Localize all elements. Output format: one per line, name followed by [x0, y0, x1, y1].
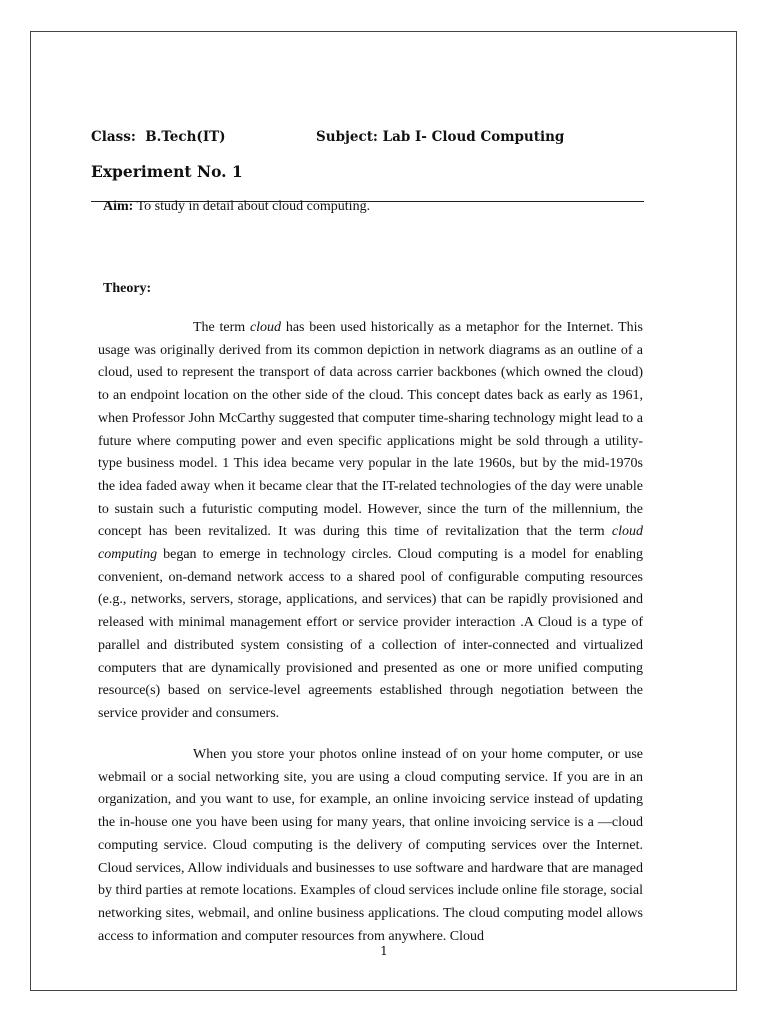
page-number: 1: [380, 944, 388, 958]
theory-paragraph-1: [98, 317, 643, 726]
aim-text: To study in detail about cloud computing.: [133, 199, 371, 214]
paragraph-1-emphasis-cloud-computing: cloud computing: [98, 524, 643, 563]
theory-paragraph-2: [98, 744, 643, 948]
experiment-title: Experiment No. 1: [91, 162, 243, 181]
paragraph-1-text-c: began to emerge in technology circles. Cloud computing is a model for enabling convenient, on-demand network access to a shared pool of configurable computing resources (e.g., networks, servers, storage, applications, and services) that can be rapidly provisioned and released with minimal management effort or service provider interaction .A Cloud is a type of parallel and distributed system consisting of a collection of inter-connected and virtualized computers that are dynamically provisioned and presented as one or more unified computing resource(s) based on service-level agreements established through negotiation between the service provider and consumers.: [98, 547, 643, 721]
class-label: Class: B.Tech(IT): [91, 129, 226, 145]
aim-label: Aim:: [103, 199, 134, 214]
subject-label: Subject: Lab I- Cloud Computing: [316, 129, 565, 145]
document-header: [91, 129, 691, 149]
paragraph-1-emphasis-cloud: cloud: [249, 320, 282, 335]
paragraph-1-text-a: The term: [193, 320, 250, 335]
aim-line: [103, 199, 370, 215]
paragraph-2-text: When you store your photos online instead of on your home computer, or use webmail or a social networking site, you are using a cloud computing service. If you are in an organization, and you want to use, for example, an online invoicing service instead of updating the in-house one you have been using for many years, that online invoicing service is a ―cloud computing service. Cloud computing is the delivery of computing services over the Internet. Cloud services, Allow individuals and businesses to use software and hardware that are managed by third parties at remote locations. Examples of cloud services include online file storage, social networking sites, webmail, and online business applications. The cloud computing model allows access to information and computer resources from anywhere. Cloud: [98, 747, 643, 944]
paragraph-1-text-b: has been used historically as a metaphor for the Internet. This usage was originally derived from its common depiction in network diagrams as an outline of a cloud, used to represent the transport of data across carrier backbones (which owned the cloud) to an endpoint location on the other side of the cloud. This concept dates back as early as 1961, when Professor John McCarthy suggested that computer time-sharing technology might lead to a future where computing power and even specific applications might be sold through a utility-type business model. 1 This idea became very popular in the late 1960s, but by the mid-1970s the idea faded away when it became clear that the IT-related technologies of the day were unable to sustain such a futuristic computing model. However, since the turn of the millennium, the concept has been revitalized. It was during this time of revitalization that the term: [98, 320, 643, 540]
theory-heading: Theory:: [103, 281, 152, 296]
